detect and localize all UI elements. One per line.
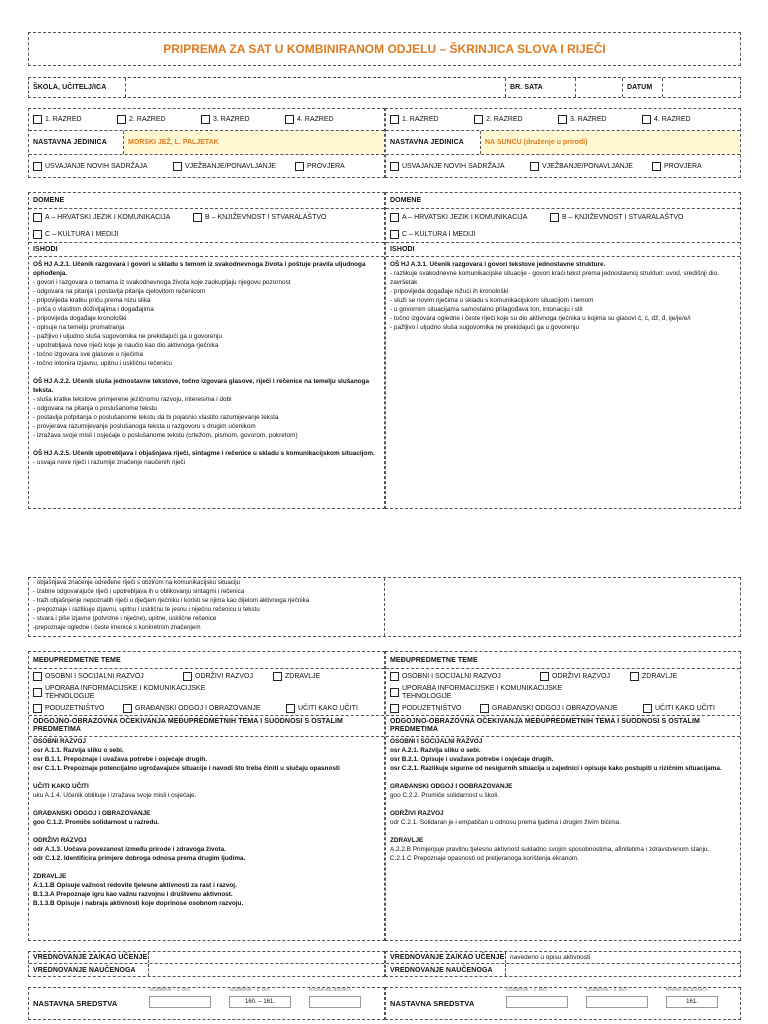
checkbox-icon[interactable] [558, 115, 567, 124]
list-item: - prepoznaje i razlikuje izjavnu, upitnu i uskličnu te jesnu i niječnu rečenicu u tekstu [33, 606, 260, 613]
list-item: -prepoznaje ogledne i česte imenice s konkretnim značenjem [33, 624, 201, 631]
right-med-odrzivi[interactable]: ODRŽIVI RAZVOJ [540, 672, 630, 681]
list-item [33, 773, 380, 782]
checkbox-icon[interactable] [123, 704, 132, 713]
left-med-goo[interactable]: GRAĐANSKI ODGOJ I OBRAZOVANJE [123, 704, 286, 713]
left-grade-4[interactable]: 4. RAZRED [285, 115, 334, 124]
sredstva-tag: RADNA BILJEŽNICA [666, 987, 709, 992]
left-vrednovanje [28, 951, 385, 977]
checkbox-icon[interactable] [33, 688, 42, 697]
right-vred-za-label: VREDNOVANJE ZA/KAO UČENJE [386, 952, 506, 963]
checkbox-icon[interactable] [540, 672, 549, 681]
checkbox-icon[interactable] [390, 688, 399, 697]
list-item: - usvaja nove riječi i razumije značenje naučenih riječi [33, 459, 186, 466]
list-item: GRAĐANSKI ODGOJ I OOBRAZOVANJE [390, 783, 513, 790]
list-item: goo C.2.2. Promiče solidarnost u školi. [390, 792, 500, 799]
left-sredstva [28, 987, 385, 1020]
list-item: A.1.1.B Opisuje važnost redovite tjelesne aktivnosti za rast i razvoj. [33, 882, 237, 889]
right-meduproj-block [385, 651, 741, 941]
list-item: osr B.2.1. Opisuje i uvažava potrebe i osjećaje drugih. [390, 756, 554, 763]
left-vred-za-label: VREDNOVANJE ZA/KAO UČENJE [29, 952, 149, 963]
right-domene-label: DOMENE [386, 193, 740, 209]
list-item: osr A.1.1. Razvija sliku o sebi. [33, 747, 124, 754]
list-item: - točno izgovara ogledne i česte riječi koje su dio aktivnoga rječnika u kojima su glasovi č, ć, dž, đ, ije/je/e/i [390, 315, 691, 322]
right-domena-b[interactable]: B – KNJIŽEVNOST I STVARALAŠTVO [550, 213, 684, 222]
right-grade-3[interactable]: 3. RAZRED [558, 115, 642, 124]
checkbox-icon[interactable] [643, 704, 652, 713]
list-item: osr A.2.1. Razvija sliku o sebi. [390, 747, 481, 754]
checkbox-icon[interactable] [642, 115, 651, 124]
right-domena-a[interactable]: A – HRVATSKI JEZIK I KOMUNIKACIJA [390, 213, 550, 222]
list-item [33, 440, 380, 449]
left-nj-label: NASTAVNA JEDINICA [29, 131, 124, 154]
list-item [33, 863, 380, 872]
list-item: - izabire odgovarajuće riječi i upotrebljava ih u oblikovanju sintagmi i rečenica [33, 588, 245, 595]
list-item: - provjerava razumijevanje poslušanoga teksta u razgovoru s drugim učenikom [33, 423, 256, 430]
checkbox-icon[interactable] [273, 672, 282, 681]
list-item: - izražava svoje misli i osjećaje o poslušanome tekstu (crtežom, pismom, govorom, pokretom) [33, 432, 298, 439]
checkbox-icon[interactable] [285, 115, 294, 124]
checkbox-icon[interactable] [183, 672, 192, 681]
page-title: PRIPREMA ZA SAT U KOMBINIRANOM ODJELU – ŠKRINJICA SLOVA I RIJEČI [163, 42, 606, 56]
list-item: osr C.2.1. Razlikuje sigurne od nesigurnih situacija u zajednici i opisuje kako postupiti u rizičnim situacijama. [390, 765, 722, 772]
list-item: UČITI KAKO UČITI [33, 783, 89, 790]
right-ooo-label: ODGOJNO-OBRAZOVNA OČEKIVANJA MEĐUPREDMETNIH TEMA I SUODNOSI S OSTALIM PREDMETIMA [386, 716, 740, 737]
right-nj-label: NASTAVNA JEDINICA [386, 131, 481, 154]
right-domene-ishodi [385, 192, 741, 509]
right-udz1-field[interactable] [506, 996, 568, 1008]
checkbox-icon[interactable] [201, 115, 210, 124]
left-ishodi-list [29, 257, 384, 467]
right-vrednovanje [385, 951, 741, 977]
list-item: - priča o vlastitim doživljajima i događajima [33, 306, 154, 313]
sredstva-tag: RADNA BILJEŽNICA [309, 987, 352, 992]
school-field[interactable] [126, 78, 506, 97]
list-item: - objašnjava značenje određene riječi s obzirom na komunikacijsku situaciju [33, 579, 241, 586]
left-type-new[interactable]: USVAJANJE NOVIH SADRŽAJA [33, 162, 173, 171]
right-ishodi-list [386, 257, 740, 332]
checkbox-icon[interactable] [474, 115, 483, 124]
list-item: osr C.1.1. Prepoznaje potencijalno ugrožavajuće situacije i navodi što treba činiti u slučaju opasnosti [33, 765, 340, 772]
list-item: OŠ HJ A.3.1. Učenik razgovara i govori tekstove jednostavne strukture. [390, 261, 606, 268]
list-item: - postavlja potpitanja o poslušanome tekstu da bi pojasnio vlastito razumijevanje teksta [33, 414, 279, 421]
list-item [33, 800, 380, 809]
datum-label: DATUM [623, 78, 663, 97]
left-med-osobni[interactable]: OSOBNI I SOCIJALNI RAZVOJ [33, 672, 183, 681]
right-type-check[interactable]: PROVJERA [652, 162, 702, 171]
checkbox-icon[interactable] [33, 230, 42, 239]
left-meduproj-block [28, 651, 385, 941]
sredstva-tag: UDŽBENIK – 2. DIO [586, 987, 627, 992]
list-item: - odgovara na pitanja i postavlja pitanja cjelovitom rečenicom [33, 288, 206, 295]
list-item: - pažljivo i uljudno sluša sugovornika ne prekidajući ga u govorenju [33, 333, 222, 340]
right-med-uku[interactable]: UČITI KAKO UČITI [643, 704, 715, 713]
left-grade-2[interactable]: 2. RAZRED [117, 115, 201, 124]
school-label: ŠKOLA, UČITELJ/ICA [29, 78, 126, 97]
left-ooo-list [29, 737, 384, 908]
list-item: - pripovijeda događaje kronološki [33, 315, 127, 322]
right-med-poduz[interactable]: PODUZETNIŠTVO [390, 704, 480, 713]
left-udz1-field[interactable] [149, 996, 211, 1008]
checkbox-icon[interactable] [652, 162, 661, 171]
left-sredstva-label: NASTAVNA SREDSTVA [33, 999, 118, 1008]
list-item: uku A.1.4. Učenik oblikuje i izražava svoje misli i osjećaje. [33, 792, 197, 799]
list-item [33, 368, 380, 377]
right-domena-c[interactable]: C – KULTURA I MEDIJI [390, 230, 475, 239]
list-item: goo C.1.2. Promiče solidarnost u razredu. [33, 819, 160, 826]
right-med-ikt[interactable]: UPORABA INFORMACIJSKE I KOMUNIKACIJSKE TEHNOLOGIJE [390, 685, 590, 701]
right-grade-2[interactable]: 2. RAZRED [474, 115, 558, 124]
left-domena-c[interactable]: C – KULTURA I MEDIJI [33, 230, 118, 239]
list-item: ZDRAVLJE [390, 837, 424, 844]
right-grade-1[interactable]: 1. RAZRED [390, 115, 474, 124]
left-med-poduz[interactable]: PODUZETNIŠTVO [33, 704, 123, 713]
checkbox-icon[interactable] [480, 704, 489, 713]
checkbox-icon[interactable] [33, 115, 42, 124]
checkbox-icon[interactable] [390, 162, 399, 171]
checkbox-icon[interactable] [117, 115, 126, 124]
checkbox-icon[interactable] [33, 162, 42, 171]
checkbox-icon[interactable] [286, 704, 295, 713]
list-item: - sluša kratke tekstove primjerene jezičnomu razvoju, interesima i dobi [33, 396, 232, 403]
sredstva-tag: UDŽBENIK – 1. DIO [149, 987, 190, 992]
right-nj-value[interactable]: NA SUNCU (druženje u prirodi) [481, 131, 740, 154]
checkbox-icon[interactable] [390, 672, 399, 681]
left-domena-b[interactable]: B – KNJIŽEVNOST I STVARALAŠTVO [193, 213, 327, 222]
right-sredstva [385, 987, 741, 1020]
checkbox-icon[interactable] [33, 704, 42, 713]
list-item: osr B.1.1. Prepoznaje i uvažava potrebe i osjećaje drugih. [33, 756, 208, 763]
title-box [28, 32, 741, 66]
list-item: - govori i razgovara o temama iz svakodnevnoga života koje zaokupljaju njegovu pozornost [33, 279, 291, 286]
list-item: A.2.2.B Primjenjuje pravilnu tjelesnu aktivnost sukladno svojim sposobnostima, afinitetima i zdravstvenom stanju. [390, 846, 710, 853]
list-item: OŠ HJ A.2.1. Učenik razgovara i govori u skladu s temom iz svakodnevnoga života i poštuje pravila uljudnoga ophođenja. [33, 261, 366, 277]
checkbox-icon[interactable] [390, 213, 399, 222]
checkbox-icon[interactable] [295, 162, 304, 171]
right-grade-4[interactable]: 4. RAZRED [642, 115, 691, 124]
checkbox-icon[interactable] [173, 162, 182, 171]
left-ishodi-label: ISHODI [29, 243, 384, 257]
list-item: ODRŽIVI RAZVOJ [33, 837, 87, 844]
checkbox-icon[interactable] [630, 672, 639, 681]
left-grade-3[interactable]: 3. RAZRED [201, 115, 285, 124]
list-item: - u govornim situacijama samostalno prilagođava ton, intonaciju i stil [390, 306, 583, 313]
list-item [390, 827, 736, 836]
list-item: odr C.2.1. Solidaran je i empatičan u odnosu prema ljudima i drugim živim bićima. [390, 819, 621, 826]
checkbox-icon[interactable] [33, 213, 42, 222]
list-item: odr C.1.2. Identificira primjere dobroga odnosa prema drugim ljudima. [33, 855, 246, 862]
checkbox-icon[interactable] [530, 162, 539, 171]
ishodi-continuation [28, 577, 741, 637]
left-med-ikt[interactable]: UPORABA INFORMACIJSKE I KOMUNIKACIJSKE TEHNOLOGIJE [33, 685, 233, 701]
list-item: - razlikuje svakodnevne komunikacijske situacije - govori kraći tekst prema jednostavnoj strukturi: uvod, središnji dio, završetak [390, 270, 719, 286]
right-rb-field[interactable]: 161. [666, 996, 718, 1008]
left-med-uku[interactable]: UČITI KAKO UČITI [286, 704, 358, 713]
right-type-practice[interactable]: VJEŽBANJE/PONAVLJANJE [530, 162, 652, 171]
br-sata-label: BR. SATA [506, 78, 576, 97]
left-nj-value[interactable]: MORSKI JEŽ, L. PALJETAK [124, 131, 384, 154]
list-item: OŠ HJ A.2.5. Učenik upotrebljava i objašnjava riječi, sintagme i rečenice u skladu s komunikacijskom situacijom. [33, 450, 375, 457]
list-item: B.1.3.B Opisuje i nabraja aktivnosti koje doprinose osobnom razvoju. [33, 900, 244, 907]
list-item: C.2.1.C Prepoznaje opasnosti od pretjeranoga korištenja ekranom. [390, 855, 579, 862]
list-item: - točno izgovara sve glasove u riječima [33, 351, 144, 358]
left-udz2-field[interactable]: 160. – 161. [229, 996, 291, 1008]
checkbox-icon[interactable] [33, 672, 42, 681]
right-med-label: MEĐUPREDMETNE TEME [386, 652, 740, 669]
right-top-block [385, 108, 741, 178]
list-item: ODRŽIVI RAZVOJ [390, 810, 444, 817]
list-item: - odgovara na pitanja o poslušanome tekstu [33, 405, 157, 412]
left-type-practice[interactable]: VJEŽBANJE/PONAVLJANJE [173, 162, 295, 171]
list-item: odr A.1.3. Uočava povezanost između prirode i zdravoga života. [33, 846, 226, 853]
left-ishodi-continuation [29, 578, 385, 636]
list-item: - upotrebljava nove riječi koje je naučio kao dio aktivnoga rječnika [33, 342, 219, 349]
list-item: - pripovijeda kratku priču prema nizu slika [33, 297, 151, 304]
left-domene-ishodi [28, 192, 385, 509]
sredstva-tag: UDŽBENIK – 2. DIO [229, 987, 270, 992]
right-ishodi-continuation [385, 578, 740, 636]
list-item: OSOBNI RAZVOJ [33, 738, 86, 745]
checkbox-icon[interactable] [390, 115, 399, 124]
left-med-zdravlje[interactable]: ZDRAVLJE [273, 672, 320, 681]
right-ishodi-label: ISHODI [386, 243, 740, 257]
left-type-check[interactable]: PROVJERA [295, 162, 345, 171]
list-item: OSOBNI I SOCIJALNI RAZVOJ [390, 738, 483, 745]
sredstva-tag: UDŽBENIK – 1. DIO [506, 987, 547, 992]
br-sata-field[interactable] [576, 78, 623, 97]
left-med-label: MEĐUPREDMETNE TEME [29, 652, 384, 669]
left-med-odrzivi[interactable]: ODRŽIVI RAZVOJ [183, 672, 273, 681]
right-med-zdravlje[interactable]: ZDRAVLJE [630, 672, 677, 681]
left-domene-label: DOMENE [29, 193, 384, 209]
list-item: - točno intonira izjavnu, upitnu i uskličnu rečenicu [33, 360, 172, 367]
left-domena-a[interactable]: A – HRVATSKI JEZIK I KOMUNIKACIJA [33, 213, 193, 222]
right-vred-nauc-label: VREDNOVANJE NAUČENOGA [386, 964, 506, 976]
list-item: - opisuje na temelju promatranja [33, 324, 125, 331]
left-ooo-label: ODGOJNO-OBRAZOVNA OČEKIVANJA MEĐUPREDMETNIH TEMA I SUODNOSI S OSTALIM PREDMETIMA [29, 716, 384, 737]
checkbox-icon[interactable] [390, 230, 399, 239]
school-row [28, 77, 741, 98]
left-rb-field[interactable] [309, 996, 361, 1008]
list-item: ZDRAVLJE [33, 873, 67, 880]
list-item: - služi se novim riječima u skladu s komunikacijskom situacijom i temom [390, 297, 594, 304]
checkbox-icon[interactable] [193, 213, 202, 222]
list-item: GRAĐANSKI ODGOJ I OBRAZOVANJE [33, 810, 151, 817]
list-item: - pripovijeda događaje nižući ih kronološki [390, 288, 509, 295]
right-sredstva-label: NASTAVNA SREDSTVA [390, 999, 475, 1008]
checkbox-icon[interactable] [550, 213, 559, 222]
list-item: - traži objašnjenje nepoznatih riječi u dječjem rječniku i koristi se njima kao dijelom aktivnoga rječnika [33, 597, 310, 604]
right-ooo-list [386, 737, 740, 863]
list-item [390, 773, 736, 782]
left-grade-1[interactable]: 1. RAZRED [33, 115, 117, 124]
checkbox-icon[interactable] [390, 704, 399, 713]
list-item [390, 800, 736, 809]
list-item: OŠ HJ A.2.2. Učenik sluša jednostavne tekstove, točno izgovara glasove, riječi i rečenice na temelju slušanoga teksta. [33, 378, 370, 394]
right-vred-za-field[interactable]: navedeno u opisu aktivnosti [510, 954, 591, 961]
right-udz2-field[interactable] [586, 996, 648, 1008]
list-item: - stvara i piše izjavne (potvrdne i niječne), upitne, usklične rečenice [33, 615, 217, 622]
left-vred-nauc-label: VREDNOVANJE NAUČENOGA [29, 964, 149, 976]
left-top-block [28, 108, 385, 178]
list-item [33, 827, 380, 836]
list-item: - pažljivo i uljudno sluša sugovornika ne prekidajući ga u govorenju [390, 324, 579, 331]
right-type-new[interactable]: USVAJANJE NOVIH SADRŽAJA [390, 162, 530, 171]
right-med-goo[interactable]: GRAĐANSKI ODGOJ I OBRAZOVANJE [480, 704, 643, 713]
list-item: B.1.3.A Prepoznaje igru kao važnu razvojnu i društvenu aktivnost. [33, 891, 233, 898]
right-med-osobni[interactable]: OSOBNI I SOCIJALNI RAZVOJ [390, 672, 540, 681]
